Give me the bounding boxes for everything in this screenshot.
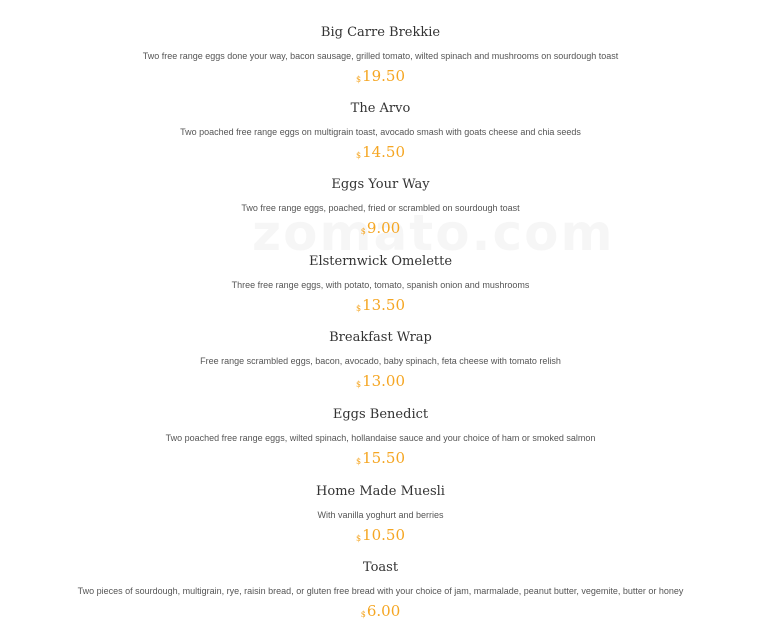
currency-symbol: $ xyxy=(360,610,366,619)
currency-symbol: $ xyxy=(355,380,362,389)
price-value: 13.00 xyxy=(362,372,406,390)
item-price xyxy=(0,372,761,394)
item-name: The Arvo xyxy=(350,101,411,116)
item-price xyxy=(0,296,761,318)
price-value: 19.50 xyxy=(362,67,406,85)
price-value: 10.50 xyxy=(362,526,406,544)
item-name: Eggs Benedict xyxy=(332,407,429,422)
price-value: 6.00 xyxy=(366,602,401,620)
item-description: Three free range eggs, with potato, tomato, spanish onion and mushrooms xyxy=(231,280,530,290)
price-value: 14.50 xyxy=(362,143,406,161)
item-description: With vanilla yoghurt and berries xyxy=(317,510,444,520)
item-description: Two poached free range eggs, wilted spinach, hollandaise sauce and your choice of ham or smoked salmon xyxy=(165,433,596,443)
currency-symbol: $ xyxy=(355,457,362,466)
item-name: Toast xyxy=(362,560,399,575)
item-description: Free range scrambled eggs, bacon, avocado, baby spinach, feta cheese with tomato relish xyxy=(200,356,561,366)
item-price xyxy=(0,67,761,89)
item-description: Two poached free range eggs on multigrain toast, avocado smash with goats cheese and chia seeds xyxy=(180,127,581,137)
item-description: Two free range eggs done your way, bacon sausage, grilled tomato, wilted spinach and mushrooms on sourdough toast xyxy=(142,51,619,61)
item-price xyxy=(0,143,761,165)
item-name: Home Made Muesli xyxy=(316,484,445,499)
price-value: 13.50 xyxy=(362,296,406,314)
currency-symbol: $ xyxy=(355,151,362,160)
currency-symbol: $ xyxy=(355,304,362,313)
item-description: Two free range eggs, poached, fried or scrambled on sourdough toast xyxy=(241,203,520,213)
item-name: Big Carre Brekkie xyxy=(320,25,441,40)
currency-symbol: $ xyxy=(355,75,362,84)
item-price xyxy=(0,526,761,548)
item-name: Elsternwick Omelette xyxy=(308,254,453,269)
item-price xyxy=(0,602,761,624)
item-name: Eggs Your Way xyxy=(331,177,430,192)
currency-symbol: $ xyxy=(355,534,362,543)
item-price xyxy=(0,449,761,471)
price-value: 15.50 xyxy=(362,449,406,467)
item-price xyxy=(0,219,761,241)
item-description: Two pieces of sourdough, multigrain, rye, raisin bread, or gluten free bread with your choice of jam, marmalade, peanut butter, vegemite, butter or honey xyxy=(77,586,684,596)
price-value: 9.00 xyxy=(366,219,401,237)
currency-symbol: $ xyxy=(360,227,366,236)
item-name: Breakfast Wrap xyxy=(329,330,432,345)
